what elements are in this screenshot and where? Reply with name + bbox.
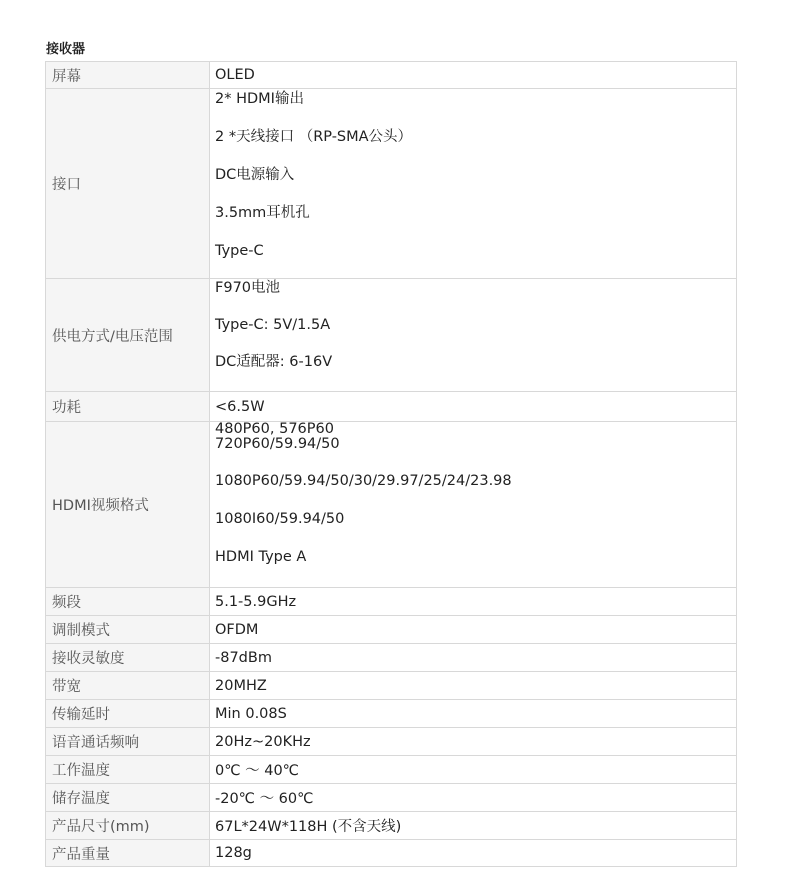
row-value-latency: Min 0.08S [210,700,737,728]
value-line: 3.5mm耳机孔 [215,205,310,221]
table-row [46,588,737,616]
row-label-hdmi-format: HDMI视频格式 [46,422,210,588]
row-value-hdmi-format [210,422,737,588]
table-row [46,422,737,588]
value-line: HDMI Type A [215,549,307,565]
value-line: F970电池 [215,280,281,296]
table-row [46,62,737,89]
row-label-power-supply: 供电方式/电压范围 [46,279,210,392]
value-line: Type-C: 5V/1.5A [215,317,331,333]
row-label-dimensions: 产品尺寸(mm) [46,812,210,840]
row-label-storage-temp: 储存温度 [46,784,210,812]
table-row [46,756,737,784]
row-label-sensitivity: 接收灵敏度 [46,644,210,672]
row-value-modulation: OFDM [210,616,737,644]
row-label-screen: 屏幕 [46,62,210,89]
value-line: DC适配器: 6-16V [215,354,333,370]
row-value-power-consumption: <6.5W [210,392,737,422]
value-line: 720P60/59.94/50 [215,436,340,452]
row-value-operating-temp: 0℃ ～ 40℃ [210,756,737,784]
value-line: 480P60, 576P60 [215,421,334,437]
table-row [46,812,737,840]
row-label-bandwidth: 带宽 [46,672,210,700]
table-row [46,392,737,422]
section-title: 接收器 [46,42,86,57]
row-value-weight: 128g [210,840,737,867]
row-value-sensitivity: -87dBm [210,644,737,672]
row-label-modulation: 调制模式 [46,616,210,644]
row-value-ports [210,89,737,279]
row-label-frequency-band: 频段 [46,588,210,616]
table-row [46,89,737,279]
row-value-bandwidth: 20MHZ [210,672,737,700]
row-value-screen: OLED [210,62,737,89]
row-value-storage-temp: -20℃ ～ 60℃ [210,784,737,812]
value-line: DC电源输入 [215,167,295,183]
table-row [46,840,737,867]
table-row [46,616,737,644]
table-row [46,279,737,392]
row-value-dimensions: 67L*24W*118H (不含天线) [210,812,737,840]
spec-table [45,61,737,867]
table-row [46,644,737,672]
row-label-weight: 产品重量 [46,840,210,867]
value-line: 1080I60/59.94/50 [215,511,345,527]
value-line: 2* HDMI输出 [215,91,304,107]
table-row [46,728,737,756]
row-value-voice-response: 20Hz~20KHz [210,728,737,756]
row-label-voice-response: 语音通话频响 [46,728,210,756]
value-line: Type-C [215,243,264,259]
row-value-frequency-band: 5.1-5.9GHz [210,588,737,616]
table-row [46,672,737,700]
value-line: 1080P60/59.94/50/30/29.97/25/24/23.98 [215,473,512,489]
table-row [46,784,737,812]
row-value-power-supply [210,279,737,392]
row-label-latency: 传输延时 [46,700,210,728]
value-line: 2 *天线接口 （RP-SMA公头） [215,129,413,145]
row-label-power-consumption: 功耗 [46,392,210,422]
table-row [46,700,737,728]
row-label-ports: 接口 [46,89,210,279]
row-label-operating-temp: 工作温度 [46,756,210,784]
